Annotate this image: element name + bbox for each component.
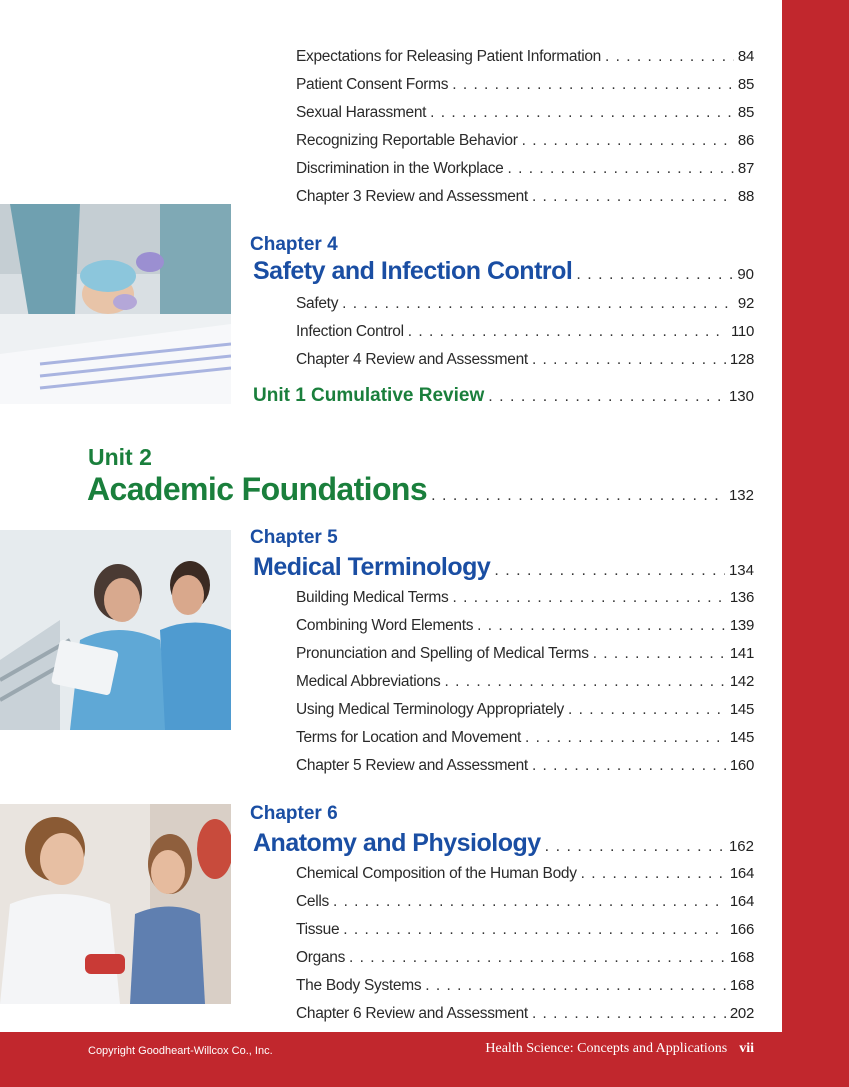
chapter-6-label: Chapter 6 — [250, 803, 338, 824]
toc-entry[interactable]: Tissue . . . 166 — [296, 921, 754, 939]
toc-entry[interactable]: Organs . . . 168 — [296, 949, 754, 967]
copyright-notice: Copyright Goodheart-Willcox Co., Inc. — [88, 1045, 273, 1057]
toc-entry[interactable]: Using Medical Terminology Appropriately . . . 145 — [296, 701, 754, 719]
book-title: Health Science: Concepts and Applications — [485, 1041, 728, 1056]
toc-entry[interactable]: Chapter 6 Review and Assessment . . . 202 — [296, 1005, 754, 1023]
toc-entry[interactable]: Chapter 4 Review and Assessment . . . 128 — [296, 351, 754, 369]
chapter-5-title[interactable]: Medical Terminology . . . 134 — [253, 553, 754, 582]
photo-patient-care — [0, 204, 231, 404]
chapter-4-title[interactable]: Safety and Infection Control . . . 90 — [253, 257, 754, 286]
toc-entry[interactable]: Chapter 3 Review and Assessment . . . 88 — [296, 188, 754, 206]
toc-entry[interactable]: Combining Word Elements . . . 139 — [296, 617, 754, 635]
toc-entry[interactable]: Patient Consent Forms . . . 85 — [296, 76, 754, 94]
unit-2-title[interactable]: Academic Foundations . . . 132 — [87, 471, 754, 508]
toc-entry[interactable]: The Body Systems . . . 168 — [296, 977, 754, 995]
toc-entry[interactable]: Discrimination in the Workplace . . . 87 — [296, 160, 754, 178]
toc-entry[interactable]: Expectations for Releasing Patient Information . . . 84 — [296, 48, 754, 66]
red-side-bar — [782, 0, 849, 1087]
unit-2-label: Unit 2 — [88, 444, 152, 470]
unit-1-cumulative-review[interactable]: Unit 1 Cumulative Review . . . 130 — [253, 385, 754, 407]
chapter-6-title[interactable]: Anatomy and Physiology . . . 162 — [253, 829, 754, 858]
toc-entry[interactable]: Pronunciation and Spelling of Medical Terms . . . 141 — [296, 645, 754, 663]
toc-entry[interactable]: Chapter 5 Review and Assessment . . . 160 — [296, 757, 754, 775]
toc-entry[interactable]: Cells . . . 164 — [296, 893, 754, 911]
footer-book-info — [485, 1041, 754, 1057]
toc-entry[interactable]: Medical Abbreviations . . . 142 — [296, 673, 754, 691]
toc-entry[interactable]: Safety . . . 92 — [296, 295, 754, 313]
photo-students — [0, 530, 231, 730]
toc-entry[interactable]: Sexual Harassment . . . 85 — [296, 104, 754, 122]
toc-entry[interactable]: Chemical Composition of the Human Body . . . 164 — [296, 865, 754, 883]
toc-entry[interactable]: Building Medical Terms . . . 136 — [296, 589, 754, 607]
page-number: vii — [739, 1041, 754, 1056]
photo-anatomy-lab — [0, 804, 231, 1004]
toc-entry[interactable]: Terms for Location and Movement . . . 145 — [296, 729, 754, 747]
chapter-4-label: Chapter 4 — [250, 234, 338, 255]
toc-entry[interactable]: Infection Control . . . 110 — [296, 323, 754, 341]
chapter-5-label: Chapter 5 — [250, 527, 338, 548]
toc-entry[interactable]: Recognizing Reportable Behavior . . . 86 — [296, 132, 754, 150]
